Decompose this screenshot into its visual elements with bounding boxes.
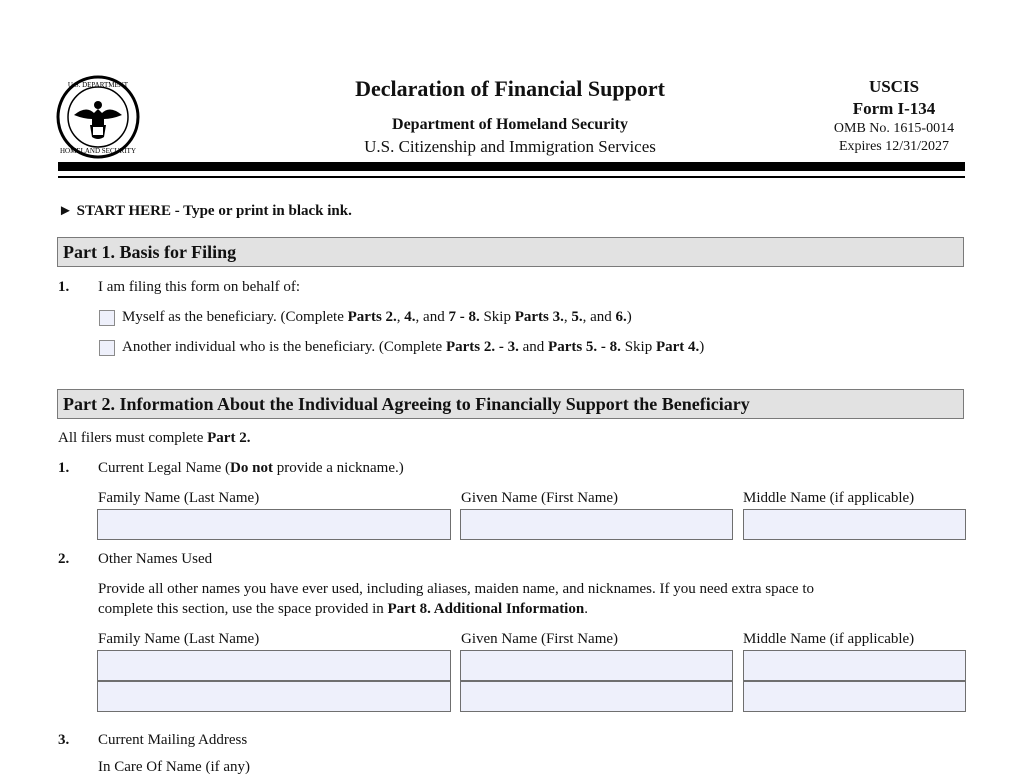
start-here-instruction: ► START HERE - Type or print in black ink. bbox=[58, 203, 352, 219]
in-care-of-name-label: In Care Of Name (if any) bbox=[98, 759, 251, 775]
other-middle-name-label: Middle Name (if applicable) bbox=[743, 631, 915, 647]
another-individual-checkbox[interactable] bbox=[99, 340, 115, 356]
given-name-label: Given Name (First Name) bbox=[461, 490, 619, 506]
svg-text:U.S. DEPARTMENT: U.S. DEPARTMENT bbox=[67, 81, 129, 89]
dhs-seal-logo bbox=[56, 75, 140, 159]
part1-q1-number: 1. bbox=[58, 279, 70, 295]
part2-q2-number: 2. bbox=[58, 551, 70, 567]
middle-name-label: Middle Name (if applicable) bbox=[743, 490, 915, 506]
agency-short: USCIS bbox=[868, 77, 920, 96]
middle-name-input[interactable] bbox=[743, 509, 966, 540]
header-rule-thick bbox=[58, 162, 965, 171]
other-family-name-label: Family Name (Last Name) bbox=[98, 631, 260, 647]
omb-number: OMB No. 1615-0014 bbox=[833, 121, 955, 136]
other-given-name-label: Given Name (First Name) bbox=[461, 631, 619, 647]
all-filers-note: All filers must complete Part 2. bbox=[58, 430, 251, 446]
other-given-name-input-1[interactable] bbox=[460, 650, 733, 681]
form-number: Form I-134 bbox=[852, 99, 936, 118]
part2-heading: Part 2. Information About the Individual Agreeing to Financially Support the Beneficiary bbox=[57, 389, 964, 419]
header-rule-thin bbox=[58, 176, 965, 178]
svg-text:HOMELAND SECURITY: HOMELAND SECURITY bbox=[59, 147, 137, 155]
family-name-label: Family Name (Last Name) bbox=[98, 490, 260, 506]
given-name-input[interactable] bbox=[460, 509, 733, 540]
other-names-description-line1: Provide all other names you have ever used, including aliases, maiden name, and nicknames. If you need extra space to bbox=[98, 581, 815, 597]
other-middle-name-input-1[interactable] bbox=[743, 650, 966, 681]
expiration-date: Expires 12/31/2027 bbox=[838, 139, 950, 154]
current-legal-name-label: Current Legal Name (Do not provide a nickname.) bbox=[98, 460, 404, 476]
part2-q3-number: 3. bbox=[58, 732, 70, 748]
other-middle-name-input-2[interactable] bbox=[743, 681, 966, 712]
agency-name: U.S. Citizenship and Immigration Services bbox=[364, 137, 656, 156]
other-family-name-input-1[interactable] bbox=[97, 650, 451, 681]
other-family-name-input-2[interactable] bbox=[97, 681, 451, 712]
myself-beneficiary-label: Myself as the beneficiary. (Complete Parts 2., 4., and 7 - 8. Skip Parts 3., 5., and 6.) bbox=[122, 309, 632, 325]
another-individual-label: Another individual who is the beneficiary. (Complete Parts 2. - 3. and Parts 5. - 8. Skip Part 4.) bbox=[122, 339, 705, 355]
other-given-name-input-2[interactable] bbox=[460, 681, 733, 712]
form-title: Declaration of Financial Support bbox=[355, 76, 665, 101]
myself-beneficiary-checkbox[interactable] bbox=[99, 310, 115, 326]
department-name: Department of Homeland Security bbox=[392, 116, 628, 133]
family-name-input[interactable] bbox=[97, 509, 451, 540]
part1-heading: Part 1. Basis for Filing bbox=[57, 237, 964, 267]
part2-q1-number: 1. bbox=[58, 460, 70, 476]
current-mailing-address-title: Current Mailing Address bbox=[98, 732, 248, 748]
other-names-used-title: Other Names Used bbox=[98, 551, 213, 567]
part1-q1-text: I am filing this form on behalf of: bbox=[98, 279, 301, 295]
other-names-description-line2: complete this section, use the space provided in Part 8. Additional Information. bbox=[98, 601, 588, 617]
